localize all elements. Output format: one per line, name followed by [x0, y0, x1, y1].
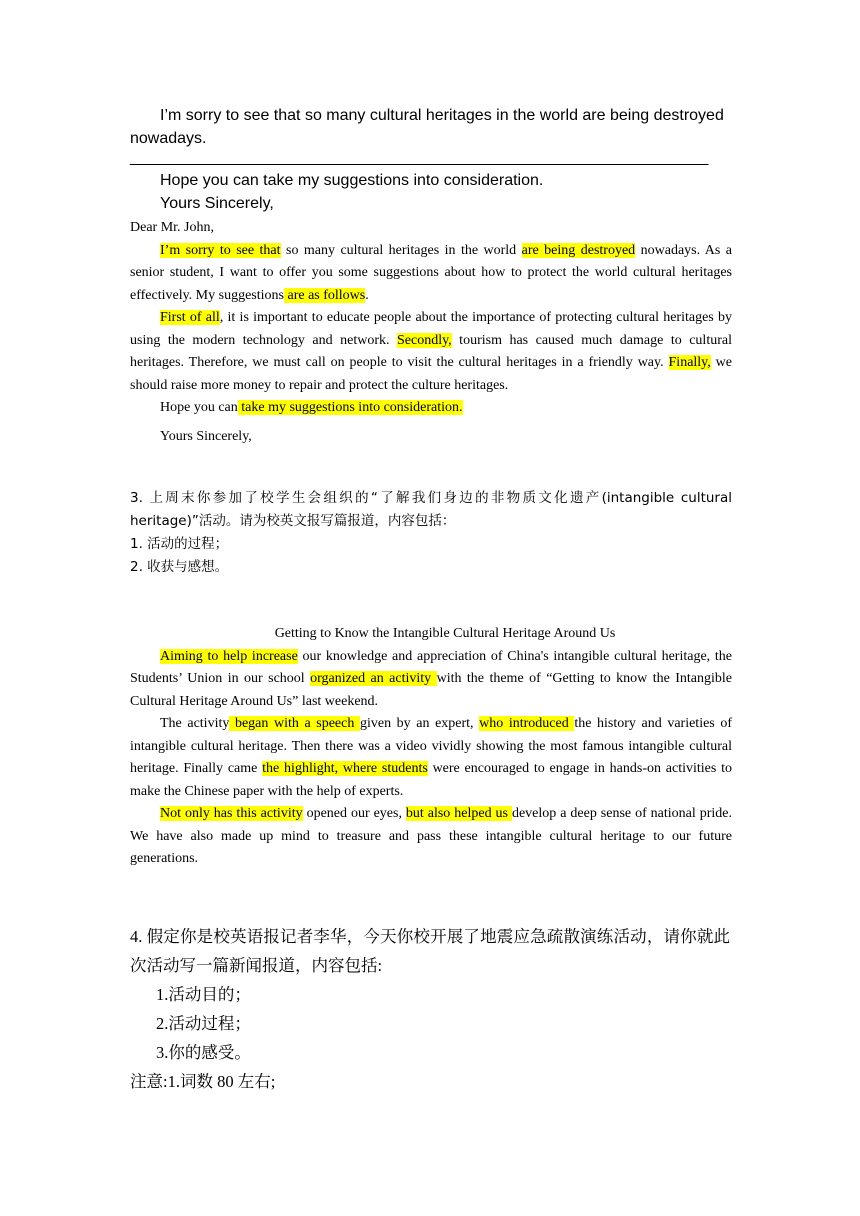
text: given by an expert, [359, 716, 480, 731]
highlight: but also helped us [405, 806, 512, 821]
hint-line-3: Yours Sincerely, [160, 195, 274, 212]
highlight: who introduced [479, 716, 575, 731]
hint-line-1: I’m sorry to see that so many cultural heritages in the world are being destroyed nowadays. [130, 107, 724, 147]
sample-report [130, 623, 732, 871]
text: . [365, 287, 369, 303]
report-paragraph-2 [130, 713, 732, 803]
text: so many cultural heritages in the world [280, 242, 522, 258]
highlight: Not only has this activity [160, 806, 303, 821]
task4-note: 注意:1.词数 80 左右; [130, 1072, 276, 1091]
task3-item-2: 2. 收获与感想。 [130, 559, 229, 575]
task4-item-1: 1.活动目的； [156, 985, 251, 1004]
task3-item-1: 1. 活动的过程； [130, 536, 229, 552]
letter-greeting: Dear Mr. John, [130, 220, 214, 235]
hint-line-2: Hope you can take my suggestions into consideration. [160, 172, 544, 189]
task4-item-3: 3.你的感受。 [156, 1043, 251, 1062]
text: Hope you can [160, 400, 238, 415]
highlight: organized an activity [310, 671, 437, 686]
sample-letter [130, 217, 732, 448]
report-paragraph-3 [130, 803, 732, 871]
highlight: First of all [160, 310, 220, 325]
highlight: Finally, [668, 355, 711, 370]
text: opened our eyes, [302, 806, 406, 821]
highlight: began with a speech [229, 716, 360, 731]
highlight: are as follows [283, 287, 366, 303]
task4-item-2: 2.活动过程； [156, 1014, 251, 1033]
highlight: Aiming to help increase [160, 648, 298, 664]
report-paragraph-1 [130, 646, 732, 714]
text: the history and varieties of intangible cultural heritage. Then there was a video vividly showing the most famous intangible cultural heritage. Finally came [130, 716, 733, 776]
report-title: Getting to Know the Intangible Cultural Heritage Around Us [274, 626, 616, 641]
letter-paragraph-2 [130, 307, 732, 397]
text: with the theme of “Getting to know the Intangible Cultural Heritage Around Us” last weekend. [130, 671, 733, 709]
hint-blank-line: ____________________________________________________________________ [130, 149, 708, 166]
letter-closing: Yours Sincerely, [160, 428, 252, 444]
task4-prompt: 4. 假定你是校英语报记者李华，今天你校开展了地震应急疏散演练活动，请你就此次活动写一篇新闻报道，内容包括: [130, 927, 730, 975]
text: nowadays. As a senior student, I want to offer you some suggestions about how to protect the world cultural heritages effectively. My suggestions [130, 242, 733, 303]
task3-prompt: 3. 上周末你参加了校学生会组织的“了解我们身边的非物质文化遗产(intangible cultural heritage)”活动。请为校英文报写篇报道，内容包括： [130, 490, 732, 529]
highlight: I’m sorry to see that [160, 242, 281, 258]
letter-paragraph-3 [130, 397, 732, 420]
letter-paragraph-1 [130, 240, 732, 308]
hint-block [130, 104, 734, 215]
text: , it is important to educate people about the importance of protecting cultural heritages by using the modern technology and network. [130, 310, 732, 348]
text: develop a deep sense of national pride. We have also made up mind to treasure and pass these intangible cultural heritage to our future generations. [130, 806, 733, 866]
highlight: take my suggestions into consideration. [237, 400, 463, 415]
text: The activity [160, 716, 230, 731]
text: our knowledge and appreciation of China's intangible cultural heritage, the Students’ Union in our school [130, 648, 732, 686]
task3-prompt-block [130, 487, 732, 579]
highlight: are being destroyed [521, 242, 636, 258]
task4-prompt-block [130, 922, 730, 1096]
highlight: Secondly, [396, 332, 452, 348]
text: we should raise more money to repair and protect the culture heritages. [130, 355, 732, 393]
text: were encouraged to engage in hands-on activities to make the Chinese paper with the help of experts. [130, 761, 732, 799]
highlight: the highlight, where students [262, 761, 428, 776]
text: tourism has caused much damage to cultural heritages. Therefore, we must call on people to visit the cultural heritages in a friendly way. [130, 332, 732, 370]
